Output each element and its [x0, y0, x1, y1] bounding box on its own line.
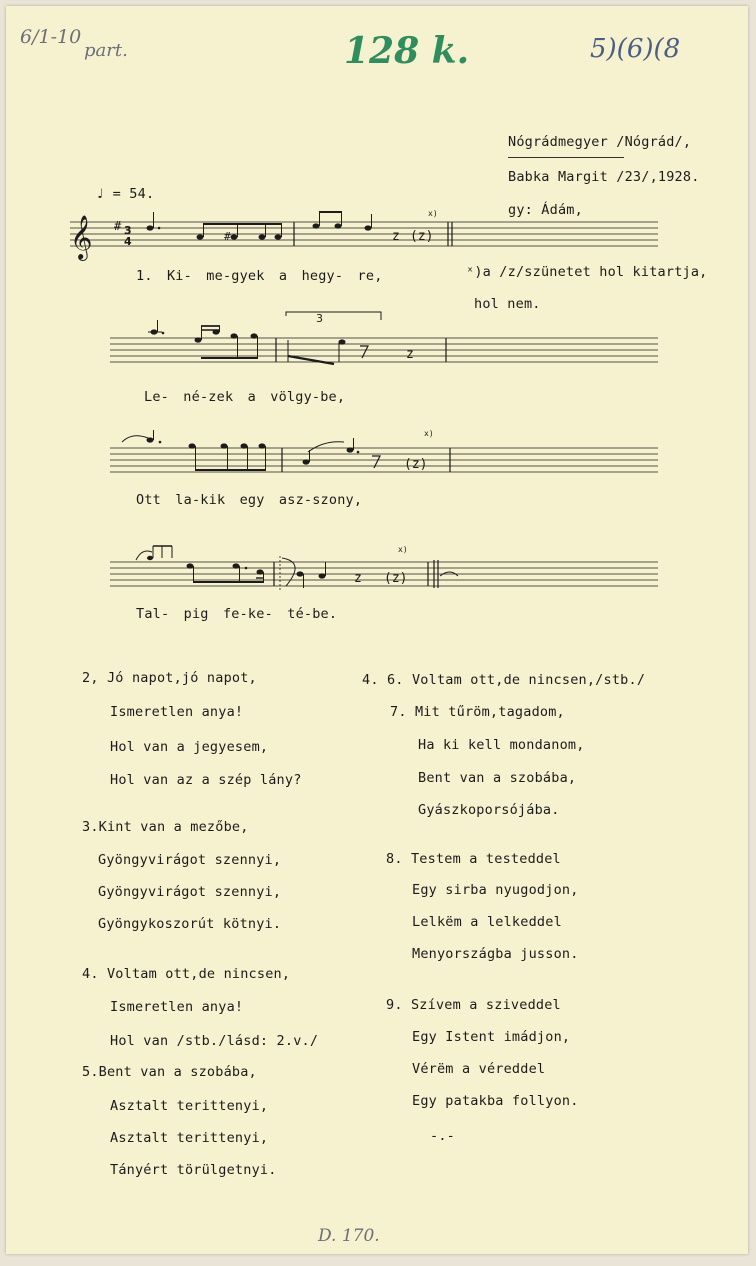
footnote-line-1: ˣ)a /z/szünetet hol kitartja, — [466, 264, 708, 280]
svg-text:(z): (z) — [410, 229, 434, 244]
svg-text:x): x) — [398, 545, 408, 554]
svg-text:#: # — [224, 230, 231, 243]
verse-9-line-4: Egy patakba follyon. — [412, 1093, 579, 1109]
verse-3-line-2: Gyöngyvirágot szennyi, — [98, 852, 282, 868]
svg-text:z: z — [392, 229, 400, 244]
region-underline — [508, 157, 624, 158]
lyric-line-3: Ott la-kik egy asz-szony, — [136, 492, 363, 508]
verse-3-line-1: 3.Kint van a mezőbe, — [82, 819, 249, 835]
music-staff-2 — [106, 312, 666, 378]
treble-clef-icon: 𝄞 — [70, 215, 93, 259]
fraction-text: 6/1-10 — [20, 26, 82, 48]
svg-text:3: 3 — [124, 224, 132, 237]
svg-text:(z): (z) — [384, 571, 408, 586]
verse-9-line-1: 9. Szívem a sziveddel — [386, 997, 561, 1013]
verse-3-line-4: Gyöngykoszorút kötnyi. — [98, 916, 282, 932]
verse-5-line-2: Asztalt terittenyi, — [110, 1098, 269, 1114]
music-staff-4 — [106, 542, 666, 598]
verse-3-line-3: Gyöngyvirágot szennyi, — [98, 884, 282, 900]
verse-9-line-3: Vérëm a véreddel — [412, 1061, 546, 1077]
verse-7-line-3: Bent van a szobába, — [418, 770, 577, 786]
verse-4-line-3: Hol van /stb./lásd: 2.v./ — [110, 1033, 319, 1049]
verse-8-line-1: 8. Testem a testeddel — [386, 851, 561, 867]
svg-text:#: # — [114, 219, 122, 233]
svg-text:z: z — [406, 347, 414, 362]
region-label: Nógrádmegyer /Nógrád/, — [508, 134, 692, 150]
svg-text:4: 4 — [124, 235, 132, 248]
svg-text:3: 3 — [316, 312, 323, 325]
verse-5-line-1: 5.Bent van a szobába, — [82, 1064, 257, 1080]
footnote-line-2: hol nem. — [474, 296, 541, 312]
verse-2-line-4: Hol van az a szép lány? — [110, 772, 302, 788]
collector-label: gy: Ádám, — [508, 202, 583, 218]
page-number-handwritten: 128 k. — [344, 30, 470, 72]
svg-text:x): x) — [428, 209, 438, 218]
lyric-line-1: 1. Ki- me-gyek a hegy- re, — [136, 268, 383, 284]
verse-5-line-3: Asztalt terittenyi, — [110, 1130, 269, 1146]
verse-4-line-1: 4. Voltam ott,de nincsen, — [82, 966, 291, 982]
end-mark: -.- — [430, 1128, 455, 1144]
circled-numbers: 5)(6)(8 — [590, 34, 681, 64]
verse-7-line-1: 7. Mit tűröm,tagadom, — [390, 704, 565, 720]
music-staff-3 — [106, 430, 666, 480]
lyric-line-4: Tal- pig fe-ke- té-be. — [136, 606, 338, 622]
verse-9-line-2: Egy Istent imádjon, — [412, 1029, 571, 1045]
svg-text:x): x) — [424, 429, 434, 438]
verse-2-line-1: 2, Jó napot,jó napot, — [82, 670, 257, 686]
verse-4-line-2: Ismeretlen anya! — [110, 999, 244, 1015]
verse-6-line-1: 4. 6. Voltam ott,de nincsen,/stb./ — [362, 672, 646, 688]
verse-5-line-4: Tányért törülgetnyi. — [110, 1162, 277, 1178]
verse-8-line-4: Menyországba jusson. — [412, 946, 579, 962]
verse-8-line-3: Lelkëm a lelkeddel — [412, 914, 562, 930]
verse-7-line-2: Ha ki kell mondanom, — [418, 737, 585, 753]
archive-fraction — [20, 26, 82, 48]
svg-text:z: z — [354, 571, 362, 586]
verse-2-line-2: Ismeretlen anya! — [110, 704, 244, 720]
verse-7-line-4: Gyászkoporsójába. — [418, 802, 560, 818]
tempo-marking: ♩ = 54. — [96, 186, 155, 202]
verse-2-line-3: Hol van a jegyesem, — [110, 739, 269, 755]
singer-label: Babka Margit /23/,1928. — [508, 169, 700, 185]
archive-note: part. — [84, 40, 128, 61]
document-page — [6, 6, 748, 1254]
svg-text:(z): (z) — [404, 457, 428, 472]
archive-mark-handwritten: D. 170. — [318, 1226, 380, 1246]
lyric-line-2: Le- né-zek a völgy-be, — [144, 389, 346, 405]
verse-8-line-2: Egy sirba nyugodjon, — [412, 882, 579, 898]
